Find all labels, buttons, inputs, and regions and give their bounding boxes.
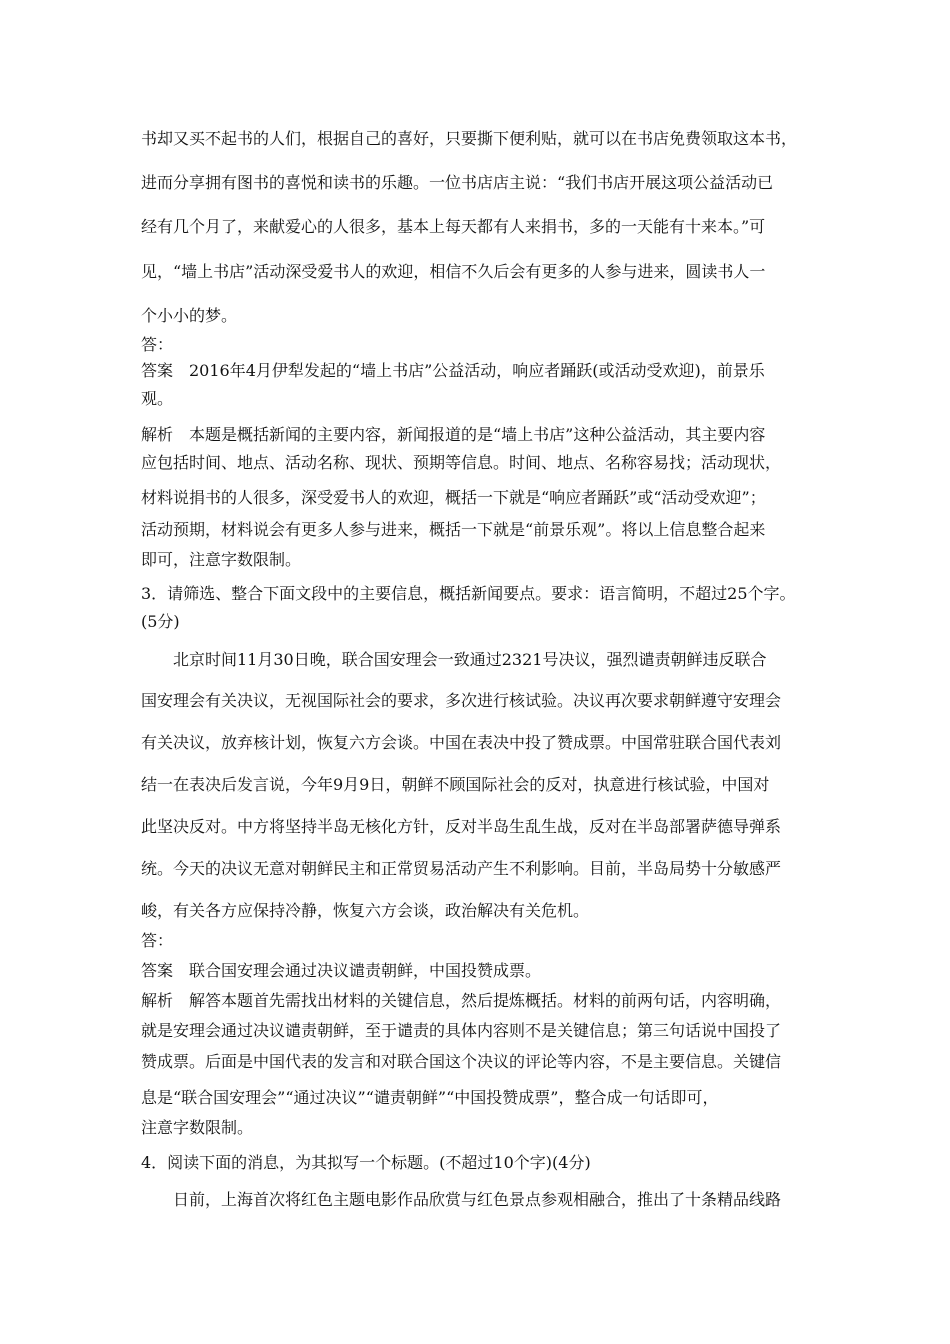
question-line: 3．请筛选、整合下面文段中的主要信息，概括新闻要点。要求：语言简明，不超过25个字。 — [141, 584, 796, 603]
passage-line: 国安理会有关决议，无视国际社会的要求，多次进行核试验。决议再次要求朝鲜遵守安理会 — [141, 691, 782, 710]
question-line: 4．阅读下面的消息，为其拟写一个标题。(不超过10个字)(4分) — [141, 1153, 591, 1172]
passage-line: 峻，有关各方应保持冷静，恢复六方会谈，政治解决有关危机。 — [141, 901, 590, 920]
passage-line: 有关决议，放弃核计划，恢复六方会谈。中国在表决中投了赞成票。中国常驻联合国代表刘 — [141, 733, 782, 752]
analysis-line: 活动预期，材料说会有更多人参与进来，概括一下就是“前景乐观”。将以上信息整合起来 — [141, 520, 766, 539]
passage-line: 北京时间11月30日晚，联合国安理会一致通过2321号决议，强烈谴责朝鲜违反联合 — [173, 650, 767, 669]
passage-line: 进而分享拥有图书的喜悦和读书的乐趣。一位书店店主说：“我们书店开展这项公益活动已 — [141, 173, 774, 192]
answer-line: 答案 联合国安理会通过决议谴责朝鲜，中国投赞成票。 — [141, 961, 542, 980]
passage-line: 统。今天的决议无意对朝鲜民主和正常贸易活动产生不利影响。目前，半岛局势十分敏感严 — [141, 859, 782, 878]
analysis-line: 解析 解答本题首先需找出材料的关键信息，然后提炼概括。材料的前两句话，内容明确， — [141, 991, 782, 1010]
passage-line: 个小小的梦。 — [141, 306, 238, 325]
passage-line: 此坚决反对。中方将坚持半岛无核化方针，反对半岛生乱生战，反对在半岛部署萨德导弹系 — [141, 817, 782, 836]
passage-line: 经有几个月了，来献爱心的人很多，基本上每天都有人来捐书，多的一天能有十来本。”可 — [141, 217, 766, 236]
analysis-line: 注意字数限制。 — [141, 1118, 254, 1137]
analysis-line: 赞成票。后面是中国代表的发言和对联合国这个决议的评论等内容，不是主要信息。关键信 — [141, 1052, 782, 1071]
answer-prompt: 答： — [141, 931, 174, 950]
passage-line: 结一在表决后发言说，今年9月9日，朝鲜不顾国际社会的反对，执意进行核试验，中国对 — [141, 775, 770, 794]
passage-line: 日前，上海首次将红色主题电影作品欣赏与红色景点参观相融合，推出了十条精品线路 — [173, 1190, 782, 1209]
answer-line: 观。 — [141, 389, 174, 408]
answer-prompt: 答： — [141, 335, 174, 354]
passage-line: 见，“墙上书店”活动深受爱书人的欢迎，相信不久后会有更多的人参与进来，圆读书人一 — [141, 262, 766, 281]
analysis-line: 解析 本题是概括新闻的主要内容，新闻报道的是“墙上书店”这种公益活动，其主要内容 — [141, 425, 766, 444]
question-line: (5分) — [141, 612, 180, 631]
analysis-line: 材料说捐书的人很多，深受爱书人的欢迎，概括一下就是“响应者踊跃”或“活动受欢迎”； — [141, 488, 766, 507]
passage-line: 书却又买不起书的人们，根据自己的喜好，只要撕下便利贴，就可以在书店免费领取这本书， — [141, 129, 798, 148]
analysis-line: 息是“联合国安理会”“通过决议”“谴责朝鲜”“中国投赞成票”，整合成一句话即可， — [141, 1088, 719, 1107]
analysis-line: 应包括时间、地点、活动名称、现状、预期等信息。时间、地点、名称容易找；活动现状， — [141, 453, 782, 472]
analysis-line: 即可，注意字数限制。 — [141, 550, 302, 569]
analysis-line: 就是安理会通过决议谴责朝鲜，至于谴责的具体内容则不是关键信息；第三句话说中国投了 — [141, 1021, 782, 1040]
answer-line: 答案 2016年4月伊犁发起的“墙上书店”公益活动，响应者踊跃(或活动受欢迎)，前景乐 — [141, 361, 765, 380]
